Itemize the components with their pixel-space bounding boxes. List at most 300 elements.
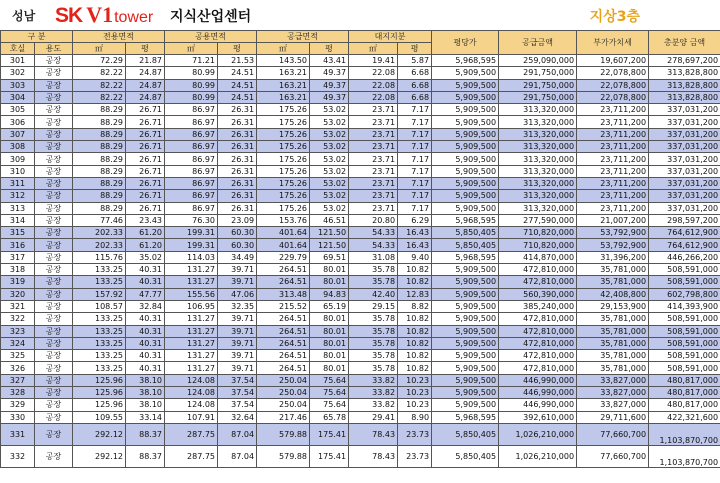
use-cell: 공장: [35, 116, 73, 128]
use-cell: 공장: [35, 67, 73, 79]
supply-pyeong-cell: 80.01: [310, 325, 349, 337]
room-cell: 315: [1, 227, 35, 239]
total-price-cell: 508,591,000: [649, 350, 720, 362]
land-sqm-cell: 54.33: [349, 239, 398, 251]
total-price-cell: 414,393,900: [649, 300, 720, 312]
common-pyeong-cell: 39.71: [218, 337, 257, 349]
exclusive-pyeong-cell: 26.71: [126, 202, 165, 214]
price-per-pyeong-cell: 5,909,500: [432, 350, 499, 362]
supply-sqm-cell: 175.26: [257, 202, 310, 214]
exclusive-pyeong-cell: 38.10: [126, 387, 165, 399]
room-cell: 314: [1, 214, 35, 226]
supply-sqm-cell: 401.64: [257, 239, 310, 251]
exclusive-sqm-cell: 115.76: [73, 251, 126, 263]
supply-sqm-cell: 264.51: [257, 325, 310, 337]
supply-pyeong-cell: 175.41: [310, 423, 349, 445]
vat-cell: 33,827,000: [577, 399, 649, 411]
land-sqm-cell: 35.78: [349, 325, 398, 337]
supply-sqm-cell: 579.88: [257, 445, 310, 467]
supply-price-cell: 472,810,000: [499, 325, 577, 337]
common-pyeong-cell: 39.71: [218, 276, 257, 288]
land-pyeong-cell: 23.73: [398, 445, 432, 467]
land-sqm-cell: 33.82: [349, 374, 398, 386]
table-row: [1, 362, 720, 374]
use-cell: 공장: [35, 153, 73, 165]
land-pyeong-cell: 12.83: [398, 288, 432, 300]
vat-cell: 19,607,200: [577, 55, 649, 67]
supply-price-cell: 472,810,000: [499, 264, 577, 276]
land-pyeong-cell: 5.87: [398, 55, 432, 67]
exclusive-pyeong-cell: 26.71: [126, 165, 165, 177]
supply-price-cell: 313,320,000: [499, 104, 577, 116]
exclusive-pyeong-cell: 26.71: [126, 153, 165, 165]
room-cell: 329: [1, 399, 35, 411]
land-sqm-cell: 35.78: [349, 337, 398, 349]
col-gubun: 구 분: [1, 31, 73, 43]
vat-cell: 77,660,700: [577, 423, 649, 445]
land-pyeong-cell: 16.43: [398, 227, 432, 239]
exclusive-sqm-cell: 125.96: [73, 387, 126, 399]
supply-sqm-cell: 175.26: [257, 116, 310, 128]
use-cell: 공장: [35, 362, 73, 374]
supply-sqm-cell: 250.04: [257, 374, 310, 386]
common-sqm-cell: 86.97: [165, 116, 218, 128]
exclusive-pyeong-cell: 61.20: [126, 239, 165, 251]
land-sqm-cell: 35.78: [349, 264, 398, 276]
total-price-cell: 1,103,870,700: [649, 445, 720, 467]
land-sqm-cell: 23.71: [349, 165, 398, 177]
room-cell: 330: [1, 411, 35, 423]
land-pyeong-cell: 7.17: [398, 190, 432, 202]
total-price-cell: 446,266,200: [649, 251, 720, 263]
exclusive-pyeong-cell: 38.10: [126, 374, 165, 386]
room-cell: 303: [1, 79, 35, 91]
use-cell: 공장: [35, 313, 73, 325]
exclusive-sqm-cell: 202.33: [73, 239, 126, 251]
land-pyeong-cell: 9.40: [398, 251, 432, 263]
supply-sqm-cell: 175.26: [257, 177, 310, 189]
supply-pyeong-cell: 75.64: [310, 387, 349, 399]
vat-cell: 33,827,000: [577, 387, 649, 399]
supply-pyeong-cell: 49.37: [310, 67, 349, 79]
supply-sqm-cell: 264.51: [257, 337, 310, 349]
col-supply-area: 공급면적: [257, 31, 349, 43]
land-pyeong-cell: 10.23: [398, 387, 432, 399]
supply-pyeong-cell: 80.01: [310, 350, 349, 362]
exclusive-pyeong-cell: 26.71: [126, 177, 165, 189]
exclusive-sqm-cell: 88.29: [73, 165, 126, 177]
room-cell: 324: [1, 337, 35, 349]
exclusive-sqm-cell: 133.25: [73, 313, 126, 325]
vat-cell: 23,711,200: [577, 177, 649, 189]
price-per-pyeong-cell: 5,968,595: [432, 214, 499, 226]
land-pyeong-cell: 6.68: [398, 91, 432, 103]
exclusive-sqm-cell: 88.29: [73, 104, 126, 116]
supply-pyeong-cell: 175.41: [310, 445, 349, 467]
room-cell: 321: [1, 300, 35, 312]
common-sqm-cell: 131.27: [165, 264, 218, 276]
supply-pyeong-cell: 80.01: [310, 264, 349, 276]
common-sqm-cell: 86.97: [165, 190, 218, 202]
total-price-cell: 1,103,870,700: [649, 423, 720, 445]
common-sqm-cell: 199.31: [165, 239, 218, 251]
table-row: [1, 79, 720, 91]
vat-cell: 33,827,000: [577, 374, 649, 386]
supply-sqm-cell: 175.26: [257, 128, 310, 140]
supply-pyeong-cell: 49.37: [310, 91, 349, 103]
vat-cell: 35,781,000: [577, 325, 649, 337]
exclusive-sqm-cell: 125.96: [73, 374, 126, 386]
common-pyeong-cell: 32.35: [218, 300, 257, 312]
land-pyeong-cell: 7.17: [398, 153, 432, 165]
use-cell: 공장: [35, 251, 73, 263]
vat-cell: 23,711,200: [577, 104, 649, 116]
supply-price-cell: 710,820,000: [499, 227, 577, 239]
land-pyeong-cell: 23.73: [398, 423, 432, 445]
table-row: [1, 374, 720, 386]
price-per-pyeong-cell: 5,909,500: [432, 79, 499, 91]
table-row: [1, 214, 720, 226]
common-pyeong-cell: 39.71: [218, 325, 257, 337]
vat-cell: 23,711,200: [577, 190, 649, 202]
vat-cell: 23,711,200: [577, 202, 649, 214]
total-price-cell: 508,591,000: [649, 264, 720, 276]
table-row: [1, 337, 720, 349]
price-per-pyeong-cell: 5,909,500: [432, 325, 499, 337]
land-pyeong-cell: 10.82: [398, 264, 432, 276]
total-price-cell: 480,817,000: [649, 387, 720, 399]
exclusive-sqm-cell: 133.25: [73, 264, 126, 276]
table-row: [1, 445, 720, 467]
use-cell: 공장: [35, 337, 73, 349]
supply-sqm-cell: 153.76: [257, 214, 310, 226]
room-cell: 320: [1, 288, 35, 300]
room-cell: 316: [1, 239, 35, 251]
total-price-cell: 313,828,800: [649, 67, 720, 79]
table-row: [1, 387, 720, 399]
room-cell: 332: [1, 445, 35, 467]
room-cell: 312: [1, 190, 35, 202]
land-pyeong-cell: 10.82: [398, 313, 432, 325]
col-la-pyeong: 평: [398, 43, 432, 55]
common-pyeong-cell: 26.31: [218, 190, 257, 202]
exclusive-sqm-cell: 133.25: [73, 350, 126, 362]
room-cell: 331: [1, 423, 35, 445]
col-use: 용도: [35, 43, 73, 55]
price-per-pyeong-cell: 5,909,500: [432, 91, 499, 103]
exclusive-pyeong-cell: 40.31: [126, 313, 165, 325]
common-pyeong-cell: 87.04: [218, 445, 257, 467]
common-pyeong-cell: 34.49: [218, 251, 257, 263]
price-per-pyeong-cell: 5,909,500: [432, 141, 499, 153]
common-pyeong-cell: 39.71: [218, 362, 257, 374]
room-cell: 317: [1, 251, 35, 263]
land-sqm-cell: 29.15: [349, 300, 398, 312]
table-row: [1, 251, 720, 263]
land-sqm-cell: 35.78: [349, 276, 398, 288]
table-row: [1, 288, 720, 300]
common-pyeong-cell: 37.54: [218, 399, 257, 411]
supply-pyeong-cell: 53.02: [310, 104, 349, 116]
exclusive-pyeong-cell: 40.31: [126, 325, 165, 337]
common-sqm-cell: 76.30: [165, 214, 218, 226]
exclusive-pyeong-cell: 40.31: [126, 276, 165, 288]
exclusive-sqm-cell: 157.92: [73, 288, 126, 300]
vat-cell: 22,078,800: [577, 67, 649, 79]
table-row: [1, 300, 720, 312]
exclusive-pyeong-cell: 21.87: [126, 55, 165, 67]
col-ex-pyeong: 평: [126, 43, 165, 55]
supply-sqm-cell: 264.51: [257, 313, 310, 325]
exclusive-pyeong-cell: 40.31: [126, 264, 165, 276]
supply-pyeong-cell: 65.78: [310, 411, 349, 423]
common-pyeong-cell: 39.71: [218, 264, 257, 276]
exclusive-pyeong-cell: 40.31: [126, 362, 165, 374]
common-sqm-cell: 71.21: [165, 55, 218, 67]
common-pyeong-cell: 32.64: [218, 411, 257, 423]
common-pyeong-cell: 87.04: [218, 423, 257, 445]
header-row-1: [1, 31, 720, 43]
use-cell: 공장: [35, 214, 73, 226]
exclusive-sqm-cell: 133.25: [73, 325, 126, 337]
common-sqm-cell: 131.27: [165, 313, 218, 325]
common-sqm-cell: 86.97: [165, 128, 218, 140]
room-cell: 305: [1, 104, 35, 116]
supply-sqm-cell: 175.26: [257, 104, 310, 116]
table-row: [1, 411, 720, 423]
price-per-pyeong-cell: 5,968,595: [432, 55, 499, 67]
supply-price-cell: 313,320,000: [499, 128, 577, 140]
use-cell: 공장: [35, 177, 73, 189]
common-sqm-cell: 131.27: [165, 350, 218, 362]
supply-pyeong-cell: 75.64: [310, 374, 349, 386]
room-cell: 327: [1, 374, 35, 386]
vat-cell: 23,711,200: [577, 116, 649, 128]
col-supply-price: 공급금액: [499, 31, 577, 55]
use-cell: 공장: [35, 227, 73, 239]
room-cell: 307: [1, 128, 35, 140]
supply-sqm-cell: 175.26: [257, 153, 310, 165]
common-pyeong-cell: 23.09: [218, 214, 257, 226]
logo-sk: SK: [55, 4, 83, 27]
exclusive-pyeong-cell: 26.71: [126, 116, 165, 128]
exclusive-sqm-cell: 109.55: [73, 411, 126, 423]
exclusive-sqm-cell: 133.25: [73, 276, 126, 288]
total-price-cell: 337,031,200: [649, 190, 720, 202]
supply-pyeong-cell: 65.19: [310, 300, 349, 312]
supply-price-cell: 313,320,000: [499, 141, 577, 153]
common-pyeong-cell: 26.31: [218, 202, 257, 214]
supply-price-cell: 560,390,000: [499, 288, 577, 300]
sk-v1-tower-logo: [55, 2, 153, 28]
exclusive-pyeong-cell: 61.20: [126, 227, 165, 239]
total-price-cell: 508,591,000: [649, 313, 720, 325]
common-pyeong-cell: 26.31: [218, 104, 257, 116]
supply-sqm-cell: 264.51: [257, 350, 310, 362]
supply-price-cell: 472,810,000: [499, 337, 577, 349]
supply-price-cell: 291,750,000: [499, 91, 577, 103]
supply-sqm-cell: 401.64: [257, 227, 310, 239]
supply-price-cell: 313,320,000: [499, 165, 577, 177]
col-price-per-pyeong: 평당가: [432, 31, 499, 55]
price-per-pyeong-cell: 5,909,500: [432, 362, 499, 374]
floor-label: 지상3층: [589, 9, 640, 25]
exclusive-sqm-cell: 72.29: [73, 55, 126, 67]
price-per-pyeong-cell: 5,909,500: [432, 399, 499, 411]
common-sqm-cell: 86.97: [165, 165, 218, 177]
price-per-pyeong-cell: 5,909,500: [432, 313, 499, 325]
use-cell: 공장: [35, 190, 73, 202]
use-cell: 공장: [35, 165, 73, 177]
price-per-pyeong-cell: 5,909,500: [432, 264, 499, 276]
table-row: [1, 202, 720, 214]
exclusive-sqm-cell: 88.29: [73, 177, 126, 189]
col-ex-sqm: ㎡: [73, 43, 126, 55]
table-row: [1, 325, 720, 337]
supply-sqm-cell: 175.26: [257, 141, 310, 153]
common-sqm-cell: 124.08: [165, 374, 218, 386]
supply-pyeong-cell: 121.50: [310, 227, 349, 239]
common-sqm-cell: 86.97: [165, 153, 218, 165]
land-sqm-cell: 78.43: [349, 423, 398, 445]
common-sqm-cell: 86.97: [165, 177, 218, 189]
table-row: [1, 116, 720, 128]
supply-pyeong-cell: 53.02: [310, 116, 349, 128]
col-total-price: 총분양 금액: [649, 31, 720, 55]
land-sqm-cell: 23.71: [349, 190, 398, 202]
use-cell: 공장: [35, 445, 73, 467]
supply-sqm-cell: 163.21: [257, 67, 310, 79]
exclusive-sqm-cell: 82.22: [73, 67, 126, 79]
total-price-cell: 313,828,800: [649, 91, 720, 103]
price-per-pyeong-cell: 5,909,500: [432, 165, 499, 177]
use-cell: 공장: [35, 276, 73, 288]
common-sqm-cell: 80.99: [165, 79, 218, 91]
room-cell: 301: [1, 55, 35, 67]
land-sqm-cell: 22.08: [349, 79, 398, 91]
total-price-cell: 337,031,200: [649, 165, 720, 177]
exclusive-sqm-cell: 88.29: [73, 153, 126, 165]
total-price-cell: 337,031,200: [649, 141, 720, 153]
land-pyeong-cell: 7.17: [398, 141, 432, 153]
supply-price-cell: 313,320,000: [499, 177, 577, 189]
common-sqm-cell: 287.75: [165, 423, 218, 445]
exclusive-pyeong-cell: 23.43: [126, 214, 165, 226]
table-row: [1, 190, 720, 202]
table-row: [1, 423, 720, 445]
col-su-sqm: ㎡: [257, 43, 310, 55]
room-cell: 311: [1, 177, 35, 189]
use-cell: 공장: [35, 374, 73, 386]
price-per-pyeong-cell: 5,909,500: [432, 374, 499, 386]
supply-pyeong-cell: 46.51: [310, 214, 349, 226]
supply-sqm-cell: 229.79: [257, 251, 310, 263]
common-sqm-cell: 106.95: [165, 300, 218, 312]
use-cell: 공장: [35, 399, 73, 411]
land-pyeong-cell: 7.17: [398, 116, 432, 128]
col-vat: 부가가치세: [577, 31, 649, 55]
common-pyeong-cell: 24.51: [218, 67, 257, 79]
room-cell: 313: [1, 202, 35, 214]
supply-pyeong-cell: 53.02: [310, 153, 349, 165]
land-sqm-cell: 29.41: [349, 411, 398, 423]
land-sqm-cell: 22.08: [349, 67, 398, 79]
room-cell: 318: [1, 264, 35, 276]
supply-price-cell: 1,026,210,000: [499, 423, 577, 445]
table-row: [1, 67, 720, 79]
exclusive-sqm-cell: 292.12: [73, 423, 126, 445]
land-sqm-cell: 35.78: [349, 362, 398, 374]
table-row: [1, 276, 720, 288]
supply-sqm-cell: 264.51: [257, 264, 310, 276]
vat-cell: 29,153,900: [577, 300, 649, 312]
common-pyeong-cell: 21.53: [218, 55, 257, 67]
total-price-cell: 298,597,200: [649, 214, 720, 226]
supply-price-cell: 472,810,000: [499, 350, 577, 362]
vat-cell: 42,408,800: [577, 288, 649, 300]
price-per-pyeong-cell: 5,909,500: [432, 276, 499, 288]
land-sqm-cell: 23.71: [349, 141, 398, 153]
common-sqm-cell: 155.56: [165, 288, 218, 300]
use-cell: 공장: [35, 350, 73, 362]
supply-pyeong-cell: 53.02: [310, 128, 349, 140]
use-cell: 공장: [35, 202, 73, 214]
land-sqm-cell: 23.71: [349, 202, 398, 214]
exclusive-pyeong-cell: 26.71: [126, 141, 165, 153]
exclusive-sqm-cell: 88.29: [73, 141, 126, 153]
vat-cell: 23,711,200: [577, 165, 649, 177]
table-row: [1, 313, 720, 325]
common-pyeong-cell: 37.54: [218, 387, 257, 399]
col-co-sqm: ㎡: [165, 43, 218, 55]
land-pyeong-cell: 6.68: [398, 67, 432, 79]
land-sqm-cell: 54.33: [349, 227, 398, 239]
use-cell: 공장: [35, 288, 73, 300]
common-pyeong-cell: 60.30: [218, 239, 257, 251]
common-sqm-cell: 124.08: [165, 387, 218, 399]
supply-pyeong-cell: 53.02: [310, 177, 349, 189]
page-header: [0, 0, 720, 30]
table-row: [1, 227, 720, 239]
vat-cell: 23,711,200: [577, 128, 649, 140]
exclusive-sqm-cell: 82.22: [73, 91, 126, 103]
supply-pyeong-cell: 53.02: [310, 141, 349, 153]
use-cell: 공장: [35, 128, 73, 140]
exclusive-pyeong-cell: 47.77: [126, 288, 165, 300]
vat-cell: 22,078,800: [577, 79, 649, 91]
total-price-cell: 764,612,900: [649, 227, 720, 239]
price-table: [0, 30, 720, 468]
supply-price-cell: 446,990,000: [499, 374, 577, 386]
exclusive-sqm-cell: 133.25: [73, 362, 126, 374]
supply-price-cell: 313,320,000: [499, 153, 577, 165]
land-sqm-cell: 78.43: [349, 445, 398, 467]
col-exclusive-area: 전용면적: [73, 31, 165, 43]
land-pyeong-cell: 7.17: [398, 104, 432, 116]
supply-pyeong-cell: 121.50: [310, 239, 349, 251]
total-price-cell: 508,591,000: [649, 276, 720, 288]
room-cell: 322: [1, 313, 35, 325]
table-row: [1, 165, 720, 177]
common-sqm-cell: 86.97: [165, 202, 218, 214]
supply-sqm-cell: 163.21: [257, 91, 310, 103]
price-per-pyeong-cell: 5,909,500: [432, 288, 499, 300]
total-price-cell: 337,031,200: [649, 177, 720, 189]
supply-pyeong-cell: 75.64: [310, 399, 349, 411]
land-pyeong-cell: 7.17: [398, 128, 432, 140]
price-per-pyeong-cell: 5,909,500: [432, 104, 499, 116]
supply-price-cell: 259,090,000: [499, 55, 577, 67]
